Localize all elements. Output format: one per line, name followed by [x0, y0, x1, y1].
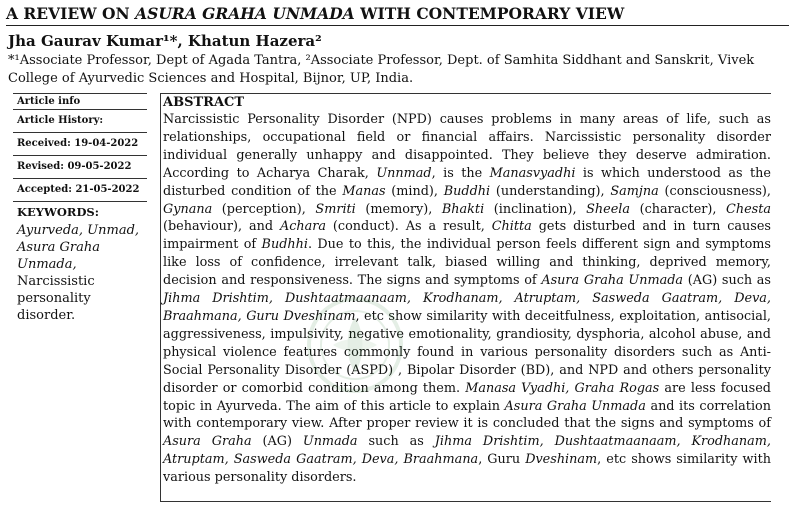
keywords-italic: Ayurveda, Unmad, Asura Graha Unmada, [17, 223, 140, 272]
accepted-date: Accepted: 21-05-2022 [13, 179, 147, 202]
keywords-list [13, 221, 147, 324]
article-title: A REVIEW ON ASURA GRAHA UNMADA WITH CONTEMPORARY VIEW [6, 3, 789, 26]
keywords-heading: KEYWORDS: [17, 205, 99, 219]
article-history-label: Article History: [13, 110, 147, 133]
journal-seal-watermark [305, 295, 405, 395]
abstract-body: Narcissistic Personality Disorder (NPD) causes problems in many areas of life, such as relationships, occupational field or financial affairs. Narcissistic personality disorder individual generally unhappy and disappointed. They believe they deserve admiration. According to Acharya Charak, Unnmad, is the Manasvyadhi is which understood as the disturbed condition of the Manas (mind), Buddhi (understanding), Samjna (consciousness), Gynana (perception), Smriti (memory), Bhakti (inclination), Sheela (character), Chesta (behaviour), and Achara (conduct). As a result, Chitta gets disturbed and in turn causes impairment of Budhhi. Due to this, the individual person feels different sign and symptoms like loss of confidence, irrelevant talk, biased willing and thinking, deprived memory, decision and responsiveness. The signs and symptoms of Asura Graha Unmada (AG) such as Jihma Drishtim, Dushtaatmaanaam, Krodhanam, Atruptam, Sasweda Gaatram, Deva, Braahmana, Guru Dveshinam, etc show similarity with deceitfulness, exploitation, antisocial, aggressiveness, impulsivity, negative emotionality, grandiosity, dysphoria, alcohol abuse, and physical violence features commonly found in various personality disorders such as Anti-Social Personality Disorder (ASPD) , Bipolar Disorder (BD), and NPD and others personality disorder or comorbid condition among them. Manasa Vyadhi, Graha Rogas are less focused topic in Ayurveda. The aim of this article to explain Asura Graha Unmada and its correlation with contemporary view. After proper review it is concluded that the signs and symptoms of Asura Graha (AG) Unmada such as Jihma Drishtim, Dushtaatmaanaam, Krodhanam, Atruptam, Sasweda Gaatram, Deva, Braahmana, Guru Dveshinam, etc shows similarity with various personality disorders. [163, 112, 772, 486]
authors: Jha Gaurav Kumar¹*, Khatun Hazera² [8, 32, 322, 50]
article-info-heading: Article info [13, 94, 147, 110]
abstract-heading: ABSTRACT [163, 95, 245, 110]
received-date: Received: 19-04-2022 [13, 133, 147, 156]
revised-date: Revised: 09-05-2022 [13, 156, 147, 179]
affiliation: *¹Associate Professor, Dept of Agada Tantra, ²Associate Professor, Dept. of Samhita Siddhant and Sanskrit, Vivek College of Ayurvedic Sciences and Hospital, Bijnor, UP, India. [8, 53, 755, 86]
abstract-section [160, 93, 771, 502]
keywords-plain: Narcissistic personality disorder. [17, 274, 95, 323]
article-info-sidebar [13, 93, 147, 499]
